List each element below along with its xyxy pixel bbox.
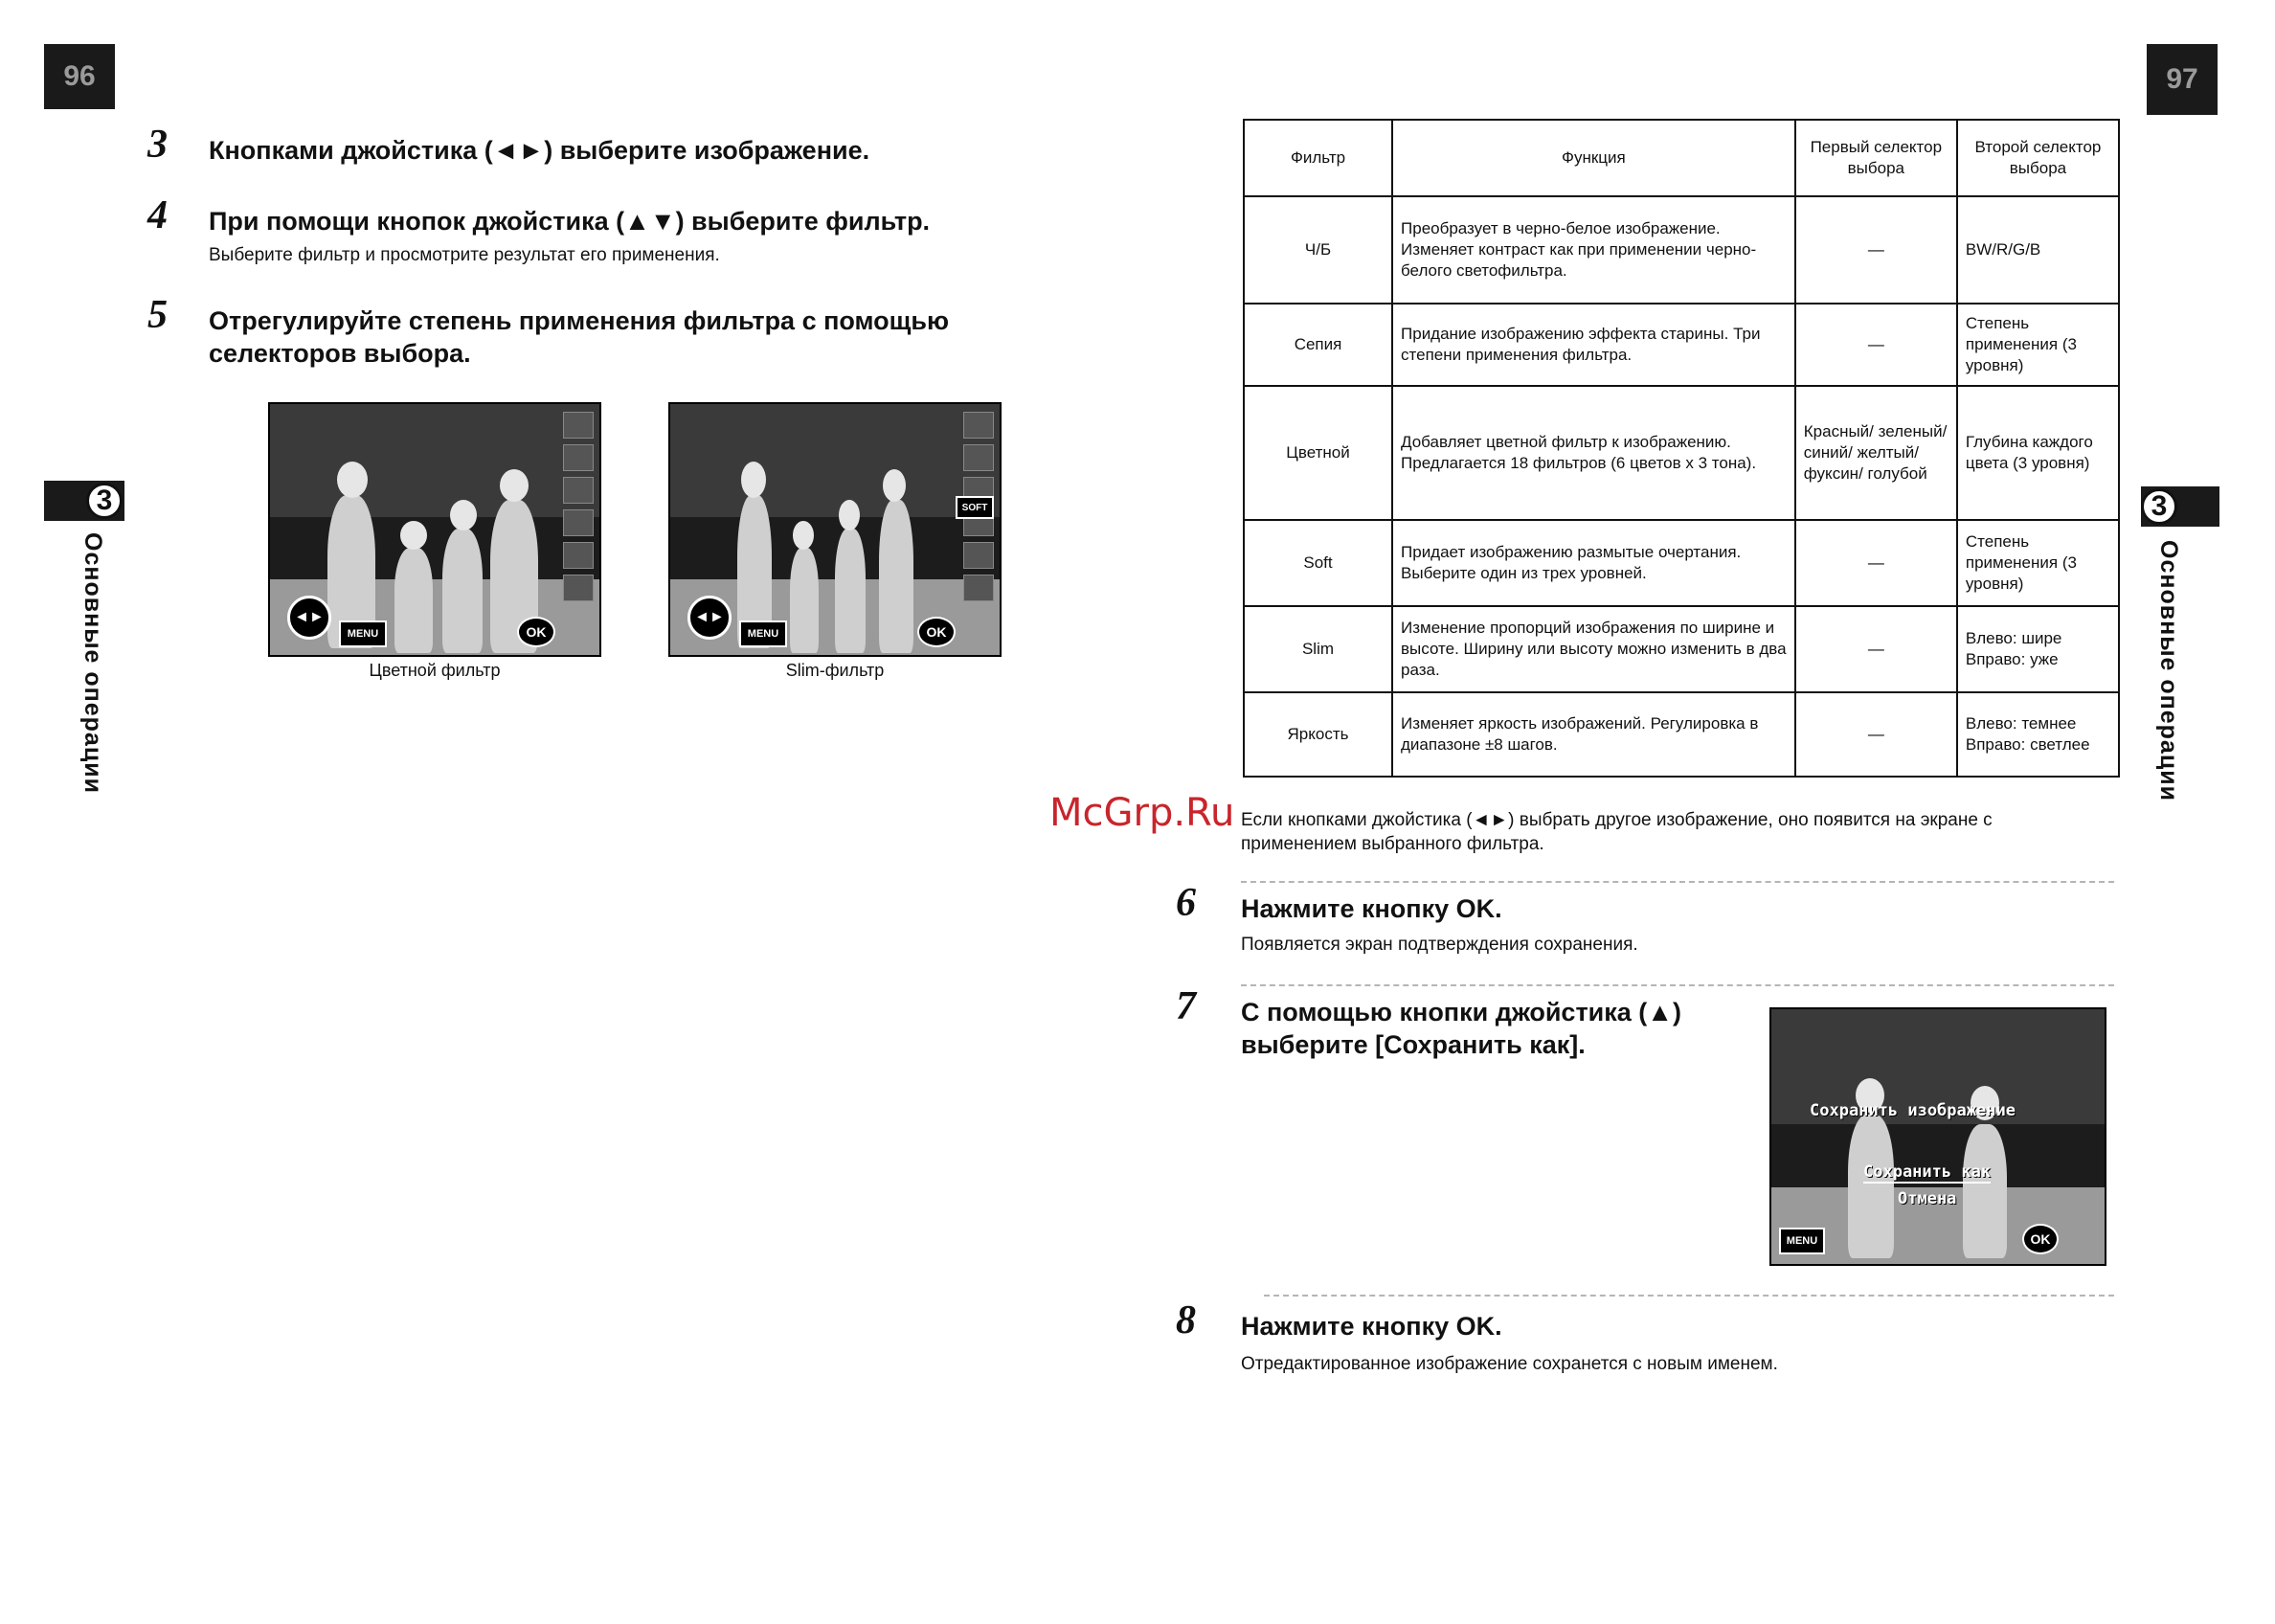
table-row (1244, 520, 2119, 606)
table-header: Фильтр (1244, 120, 1392, 196)
table-row (1244, 692, 2119, 777)
first-selector: — (1795, 304, 1957, 386)
step-4-number: 4 (147, 193, 168, 237)
left-chapter-title: Основные операции (79, 532, 106, 794)
color-filter-screen (268, 402, 601, 657)
filter-name: Slim (1244, 606, 1392, 692)
person-head (741, 462, 766, 498)
person-head (793, 521, 814, 550)
second-selector: Глубина каждого цвета (3 уровня) (1957, 386, 2119, 520)
filter-function: Придание изображению эффекта старины. Три степени применения фильтра. (1392, 304, 1795, 386)
table-row (1244, 386, 2119, 520)
person-head (400, 521, 427, 550)
left-page-number: 96 (44, 44, 115, 109)
watermark: McGrp.Ru (1049, 791, 1235, 835)
slim-filter-caption: Slim-фильтр (785, 661, 885, 680)
filter-function: Добавляет цветной фильтр к изображению. Предлагается 18 фильтров (6 цветов х 3 тона). (1392, 386, 1795, 520)
divider (1264, 1295, 2114, 1297)
step-7-number: 7 (1176, 984, 1196, 1028)
menu-button-icon: MENU (739, 620, 787, 647)
chapter-number-right: 3 (2141, 488, 2177, 525)
filter-function: Изменяет яркость изображений. Регулировка в диапазоне ±8 шагов. (1392, 692, 1795, 777)
first-selector: Красный/ зеленый/ синий/ желтый/ фуксин/ голубой (1795, 386, 1957, 520)
second-selector: Влево: темнее Вправо: светлее (1957, 692, 2119, 777)
step-8-desc: Отредактированное изображение сохранется с новым именем. (1241, 1354, 1778, 1374)
divider (1241, 881, 2114, 883)
table-row (1244, 606, 2119, 692)
filter-name: Ч/Б (1244, 196, 1392, 304)
person-head (839, 500, 860, 530)
person-head (500, 469, 529, 502)
right-chapter-title: Основные операции (2155, 540, 2182, 801)
filter-function: Изменение пропорций изображения по ширине и высоте. Ширину или высоту можно изменить в два раза. (1392, 606, 1795, 692)
table-row (1244, 304, 2119, 386)
step-3-title: Кнопками джойстика (◄►) выберите изображение. (209, 136, 870, 165)
filter-name: Сепия (1244, 304, 1392, 386)
step-4-desc: Выберите фильтр и просмотрите результат его применения. (209, 245, 720, 265)
person-head (450, 500, 477, 530)
save-as-option[interactable]: Сохранить как (1863, 1162, 1992, 1182)
person-head (883, 469, 906, 502)
person-figure (879, 500, 913, 653)
table-header: Второй селектор выбора (1957, 120, 2119, 196)
left-chapter-tab (44, 481, 124, 521)
person-figure (835, 529, 866, 653)
slim-filter-screen (668, 402, 1002, 657)
filter-name: Яркость (1244, 692, 1392, 777)
chapter-number-left: 3 (86, 483, 123, 519)
table-row (1244, 196, 2119, 304)
joystick-icon: ◄► (287, 596, 331, 640)
step-6-number: 6 (1176, 881, 1196, 925)
person-head (337, 462, 368, 498)
joystick-icon: ◄► (687, 596, 732, 640)
step-5-number: 5 (147, 293, 168, 337)
menu-button-icon: MENU (339, 620, 387, 647)
first-selector: — (1795, 196, 1957, 304)
step-4-title: При помощи кнопок джойстика (▲▼) выберите фильтр. (209, 207, 931, 236)
step-3-number: 3 (147, 123, 168, 167)
person-figure (790, 548, 819, 653)
filter-function: Придает изображению размытые очертания. Выберите один из трех уровней. (1392, 520, 1795, 606)
ok-button-icon: OK (917, 617, 956, 647)
ok-button-icon: OK (2022, 1224, 2059, 1254)
second-selector: Степень применения (3 уровня) (1957, 520, 2119, 606)
table-note: Если кнопками джойстика (◄►) выбрать другое изображение, оно появится на экране с применением выбранного фильтра. (1241, 810, 1993, 854)
table-header: Функция (1392, 120, 1795, 196)
soft-filter-icon: SOFT (956, 496, 994, 519)
filter-name: Soft (1244, 520, 1392, 606)
menu-button-icon: MENU (1779, 1228, 1825, 1254)
second-selector: Влево: шире Вправо: уже (1957, 606, 2119, 692)
step-8-number: 8 (1176, 1298, 1196, 1342)
save-dialog-screen (1769, 1007, 2106, 1266)
second-selector: BW/R/G/B (1957, 196, 2119, 304)
filter-name: Цветной (1244, 386, 1392, 520)
step-7-title: С помощью кнопки джойстика (▲) выберите [Сохранить как]. (1241, 998, 1682, 1059)
save-dialog-title: Сохранить изображение (1810, 1101, 2016, 1120)
first-selector: — (1795, 606, 1957, 692)
ok-button-icon: OK (517, 617, 555, 647)
step-6-title: Нажмите кнопку OK. (1241, 894, 1502, 923)
divider (1241, 984, 2114, 986)
cancel-option[interactable]: Отмена (1898, 1189, 1957, 1208)
person-figure (442, 529, 483, 653)
first-selector: — (1795, 692, 1957, 777)
table-header: Первый селектор выбора (1795, 120, 1957, 196)
person-figure (1848, 1115, 1894, 1258)
step-8-title: Нажмите кнопку OK. (1241, 1312, 1502, 1341)
filter-function: Преобразует в черно-белое изображение. Изменяет контраст как при применении черно-белого светофильтра. (1392, 196, 1795, 304)
color-filter-caption: Цветной фильтр (369, 661, 501, 680)
first-selector: — (1795, 520, 1957, 606)
person-figure (1963, 1124, 2007, 1258)
step-5-title: Отрегулируйте степень применения фильтра с помощью селекторов выбора. (209, 306, 950, 368)
person-figure (394, 548, 433, 653)
right-chapter-tab (2141, 486, 2219, 527)
right-page-number: 97 (2147, 44, 2218, 115)
filter-table (1243, 119, 2120, 778)
step-6-desc: Появляется экран подтверждения сохранения. (1241, 935, 1638, 955)
filter-icon-column (563, 412, 594, 601)
second-selector: Степень применения (3 уровня) (1957, 304, 2119, 386)
